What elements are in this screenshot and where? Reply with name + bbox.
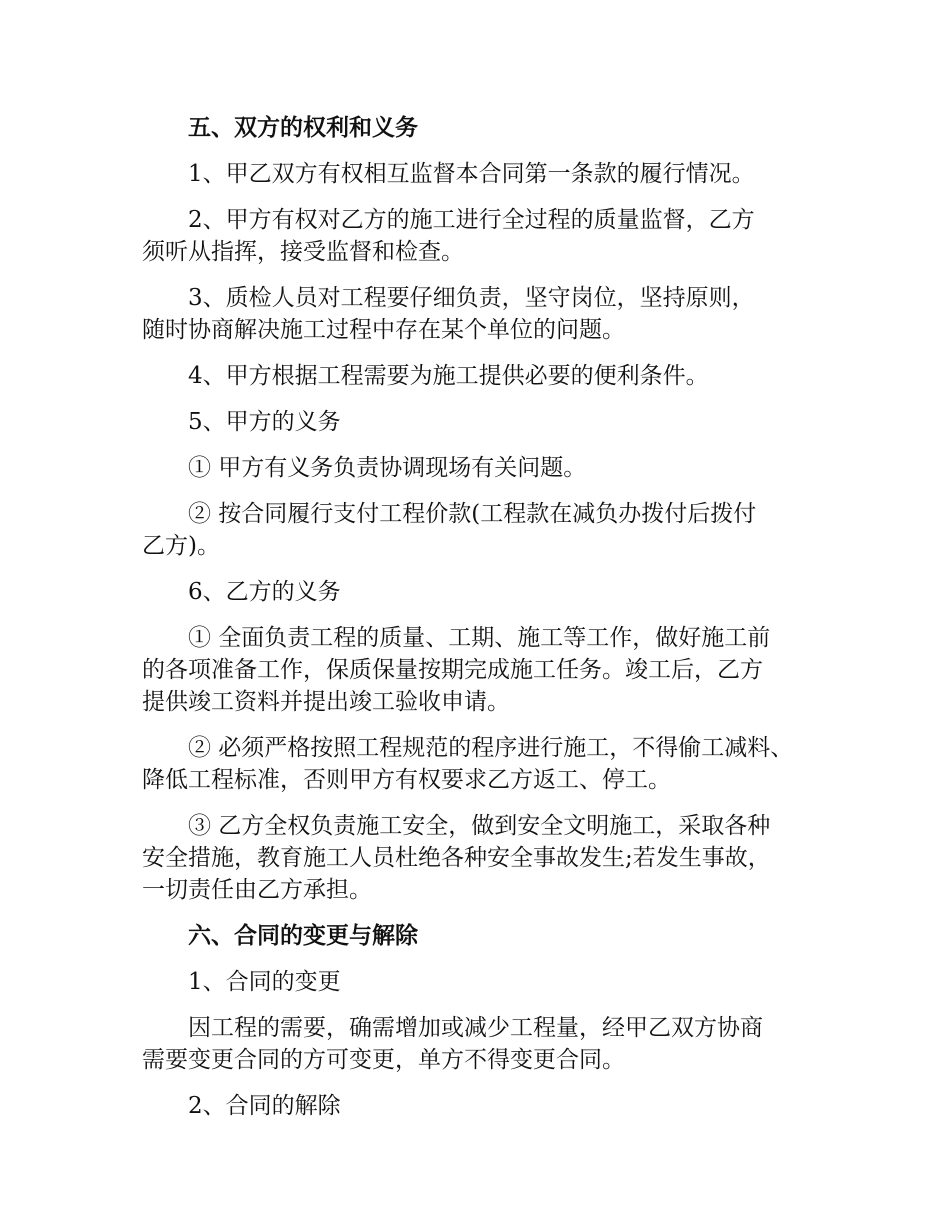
- paragraph-change-conditions: [142, 1012, 832, 1076]
- paragraph-contract-termination: [142, 1090, 832, 1122]
- paragraph-5-item-1: [142, 452, 832, 484]
- paragraph-line: 2、合同的解除: [188, 1093, 341, 1119]
- paragraph-line: 2、甲方有权对乙方的施工进行全过程的质量监督，乙方: [188, 207, 755, 233]
- paragraph-line: ② 按合同履行支付工程价款(工程款在减负办拨付后拨付: [188, 501, 757, 527]
- paragraph-6-item-1: [142, 622, 832, 718]
- paragraph-line: 需要变更合同的方可变更，单方不得变更合同。: [142, 1047, 625, 1073]
- paragraph-line: 1、合同的变更: [188, 969, 341, 995]
- paragraph-line: 一切责任由乙方承担。: [142, 877, 372, 903]
- paragraph-3-inspectors: [142, 282, 832, 346]
- paragraph-line: 6、乙方的义务: [188, 579, 341, 605]
- paragraph-line: 的各项准备工作，保质保量按期完成施工任务。竣工后，乙方: [142, 657, 763, 683]
- paragraph-1-supervision: [142, 158, 832, 190]
- paragraph-line: 须听从指挥，接受监督和检查。: [142, 239, 464, 265]
- paragraph-6-item-2: [142, 732, 832, 796]
- paragraph-line: ③ 乙方全权负责施工安全，做到安全文明施工，采取各种: [188, 813, 771, 839]
- paragraph-line: 安全措施，教育施工人员杜绝各种安全事故发生;若发生事故，: [142, 845, 771, 871]
- paragraph-line: 降低工程标准，否则甲方有权要求乙方返工、停工。: [142, 767, 671, 793]
- paragraph-line: 4、甲方根据工程需要为施工提供必要的便利条件。: [188, 363, 709, 389]
- section-heading-rights-obligations: 五、双方的权利和义务: [188, 115, 418, 141]
- paragraph-line: 1、甲乙双方有权相互监督本合同第一条款的履行情况。: [188, 161, 755, 187]
- paragraph-2-quality-supervision: [142, 204, 832, 268]
- paragraph-line: ① 全面负责工程的质量、工期、施工等工作，做好施工前: [188, 625, 771, 651]
- paragraph-line: 因工程的需要，确需增加或减少工程量，经甲乙双方协商: [188, 1015, 763, 1041]
- paragraph-5-party-a-obligations: [142, 406, 832, 438]
- paragraph-line: 5、甲方的义务: [188, 409, 341, 435]
- paragraph-line: 乙方)。: [142, 533, 220, 559]
- document-page: [142, 112, 832, 1136]
- section-heading-change-termination: 六、合同的变更与解除: [188, 923, 418, 949]
- paragraph-6-item-3: [142, 810, 832, 906]
- paragraph-line: 随时协商解决施工过程中存在某个单位的问题。: [142, 317, 625, 343]
- paragraph-line: 3、质检人员对工程要仔细负责，坚守岗位，坚持原则，: [188, 285, 755, 311]
- paragraph-contract-change: [142, 966, 832, 998]
- paragraph-5-item-2: [142, 498, 832, 562]
- paragraph-6-party-b-obligations: [142, 576, 832, 608]
- paragraph-line: ② 必须严格按照工程规范的程序进行施工，不得偷工减料、: [188, 735, 794, 761]
- paragraph-4-conditions: [142, 360, 832, 392]
- paragraph-line: 提供竣工资料并提出竣工验收申请。: [142, 689, 510, 715]
- paragraph-line: ① 甲方有义务负责协调现场有关问题。: [188, 455, 587, 481]
